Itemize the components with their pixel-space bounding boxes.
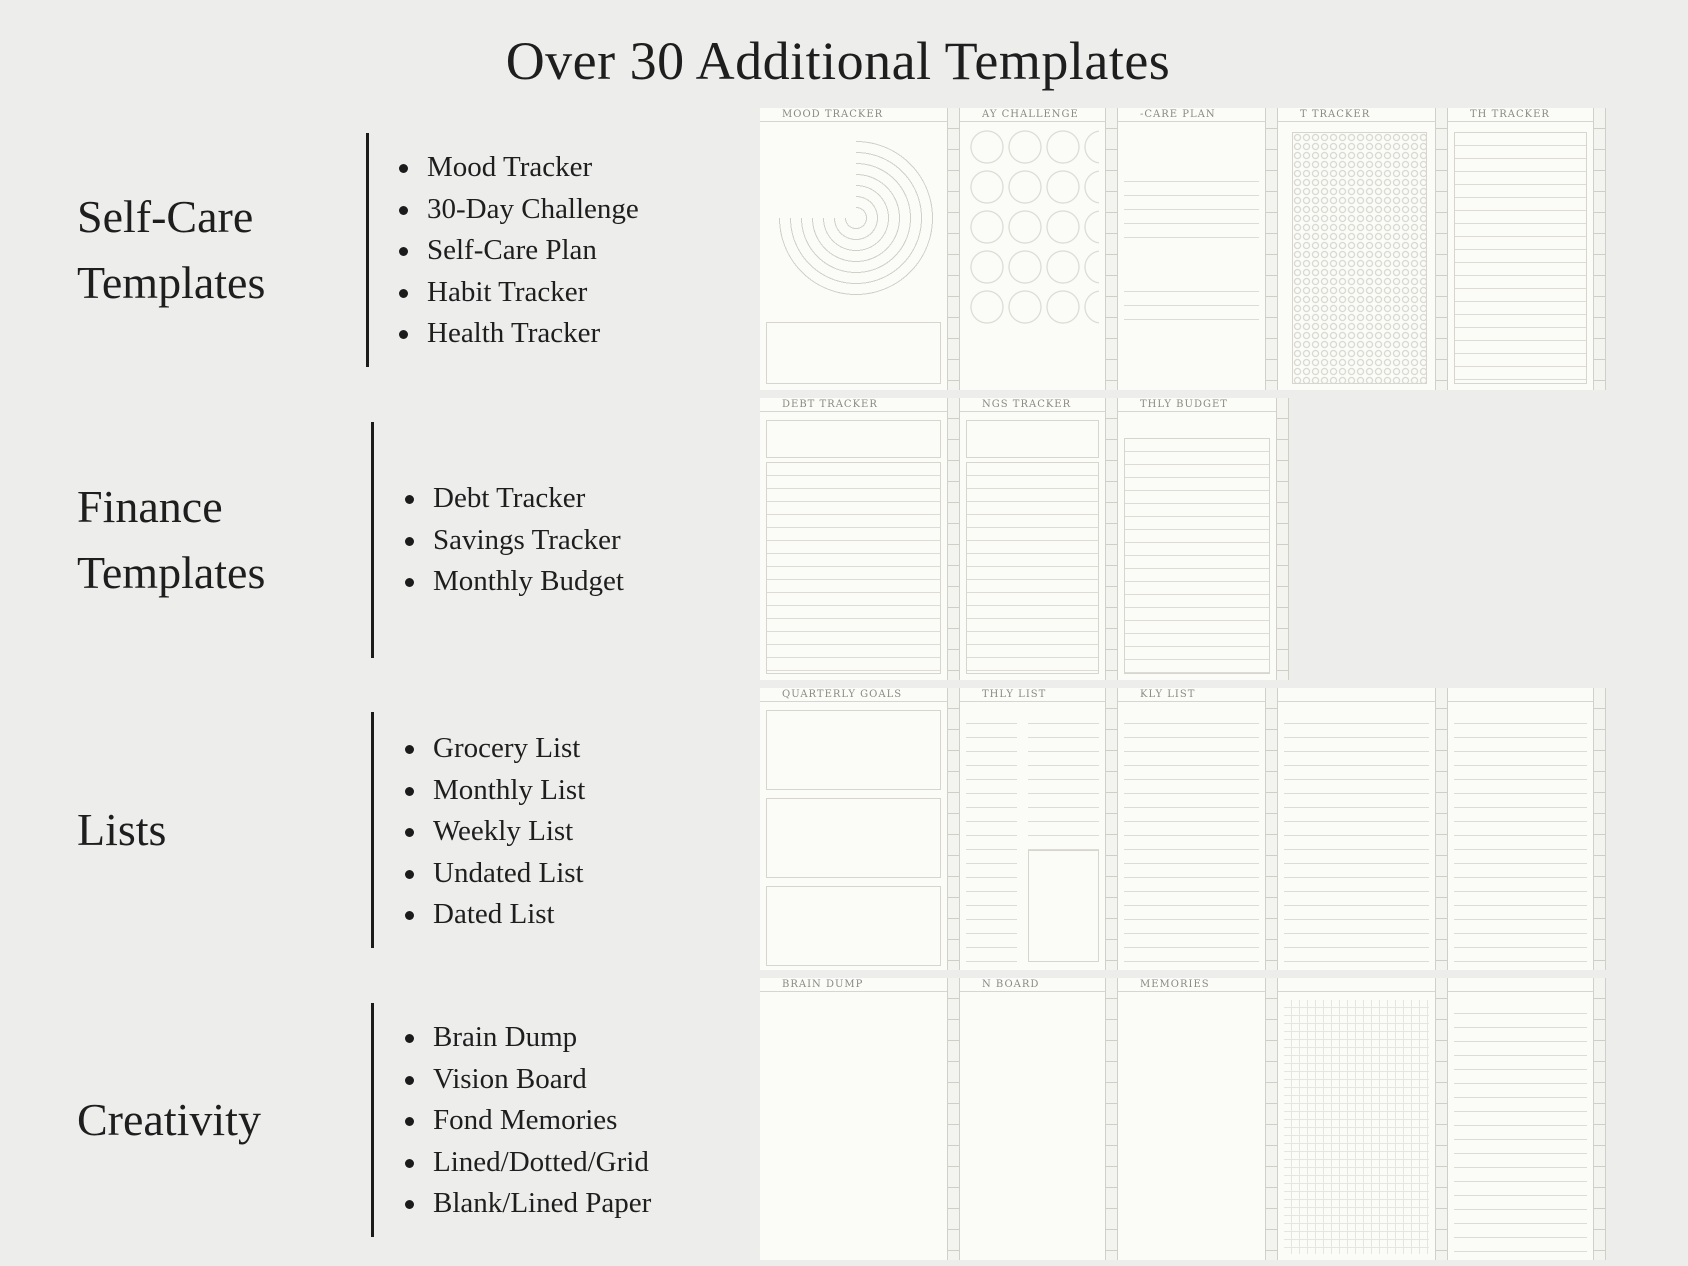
thumbnail-page [960, 978, 1118, 1260]
creativity-thumbnails [760, 978, 1606, 1260]
thumbnail-title: THLY LIST [960, 688, 1105, 702]
summary-box [766, 420, 941, 458]
tab-strip [1105, 688, 1117, 970]
list-item: Habit Tracker [399, 272, 639, 314]
thumbnail-title: -CARE PLAN [1118, 108, 1265, 122]
thumbnail-page [1278, 688, 1448, 970]
list-item: Lined/Dotted/Grid [405, 1142, 651, 1184]
tab-strip [1265, 108, 1277, 390]
thumbnail-page [960, 688, 1118, 970]
thumbnail-page [1448, 108, 1606, 390]
self-care-thumbnails [760, 108, 1606, 390]
thumbnail-page [960, 398, 1118, 680]
tab-strip [1276, 398, 1288, 680]
thumbnail-title: T TRACKER [1278, 108, 1435, 122]
list-item: Health Tracker [399, 313, 639, 355]
tab-strip [1265, 688, 1277, 970]
list-item: Monthly List [405, 770, 585, 812]
thumbnail-page [1118, 108, 1278, 390]
thumbnail-title: NGS TRACKER [960, 398, 1105, 412]
thumbnail-title [1278, 688, 1435, 702]
section-divider [366, 133, 369, 367]
list-item: Vision Board [405, 1059, 651, 1101]
list-item: 30-Day Challenge [399, 189, 639, 231]
list-lines [1284, 710, 1429, 964]
grid-paper [1284, 1000, 1429, 1254]
tab-strip [1105, 108, 1117, 390]
tab-strip [947, 108, 959, 390]
plan-lines [1124, 168, 1259, 250]
thumbnail-page [760, 688, 960, 970]
list-lines [1028, 710, 1099, 850]
thumbnail-page [760, 398, 960, 680]
thumbnail-title [1448, 688, 1593, 702]
thumbnail-title: AY CHALLENGE [960, 108, 1105, 122]
finance-list [405, 478, 624, 603]
page-title: Over 30 Additional Templates [505, 31, 1171, 91]
thumbnail-page [960, 108, 1118, 390]
list-item: Savings Tracker [405, 520, 624, 562]
list-item: Brain Dump [405, 1017, 651, 1059]
list-item: Blank/Lined Paper [405, 1183, 651, 1225]
tab-strip [1593, 688, 1605, 970]
creativity-list [405, 1017, 651, 1225]
tab-strip [1435, 688, 1447, 970]
thumbnail-page [1118, 978, 1278, 1260]
section-divider [371, 1003, 374, 1237]
thumbnail-title: N BOARD [960, 978, 1105, 992]
list-item: Self-Care Plan [399, 230, 639, 272]
goal-box [766, 710, 941, 790]
thumbnail-page [1448, 688, 1606, 970]
list-item: Fond Memories [405, 1100, 651, 1142]
tab-strip [947, 978, 959, 1260]
lined-paper [1454, 1000, 1587, 1254]
lists-list [405, 728, 585, 936]
list-item: Dated List [405, 894, 585, 936]
thumbnail-title: KLY LIST [1118, 688, 1265, 702]
thumbnail-title: BRAIN DUMP [760, 978, 947, 992]
health-table [1454, 132, 1587, 384]
thumbnail-title: MOOD TRACKER [760, 108, 947, 122]
thumbnail-page [1278, 108, 1448, 390]
thumbnail-title: DEBT TRACKER [760, 398, 947, 412]
finance-thumbnails [760, 398, 1289, 680]
tab-strip [1593, 108, 1605, 390]
list-item: Debt Tracker [405, 478, 624, 520]
tab-strip [1435, 108, 1447, 390]
list-lines [1454, 710, 1587, 964]
thumbnail-page [1448, 978, 1606, 1260]
list-item: Undated List [405, 853, 585, 895]
notes-box [766, 322, 941, 384]
tab-strip [1265, 978, 1277, 1260]
goal-box [766, 798, 941, 878]
self-care-list [399, 147, 639, 355]
thumbnail-title [1448, 978, 1593, 992]
budget-table [1124, 438, 1270, 674]
thumbnail-title: TH TRACKER [1448, 108, 1593, 122]
list-lines [966, 710, 1017, 964]
thumbnail-page [1118, 398, 1289, 680]
habit-grid [1292, 132, 1427, 384]
thumbnail-title: QUARTERLY GOALS [760, 688, 947, 702]
section-divider [371, 422, 374, 658]
list-item: Monthly Budget [405, 561, 624, 603]
list-item: Mood Tracker [399, 147, 639, 189]
thumbnail-page [760, 108, 960, 390]
debt-table [766, 462, 941, 674]
plan-lines [1124, 278, 1259, 330]
thumbnail-page [1278, 978, 1448, 1260]
mood-wheel-graphic [776, 138, 936, 298]
thumbnail-title [1278, 978, 1435, 992]
tab-strip [947, 398, 959, 680]
tab-strip [1593, 978, 1605, 1260]
list-item: Weekly List [405, 811, 585, 853]
list-item: Grocery List [405, 728, 585, 770]
thumbnail-title: THLY BUDGET [1118, 398, 1276, 412]
savings-table [966, 462, 1099, 674]
section-heading-finance: Finance Templates [77, 481, 266, 598]
challenge-circles [970, 130, 1099, 330]
notes-box [1028, 850, 1099, 962]
tab-strip [1105, 398, 1117, 680]
tab-strip [1435, 978, 1447, 1260]
section-heading-self-care: Self-Care Templates [77, 191, 266, 308]
tab-strip [1105, 978, 1117, 1260]
section-divider [371, 712, 374, 948]
goal-box [766, 886, 941, 966]
thumbnail-title: MEMORIES [1118, 978, 1265, 992]
summary-box [966, 420, 1099, 458]
list-lines [1124, 710, 1259, 964]
section-heading-creativity: Creativity [77, 1094, 261, 1145]
thumbnail-page [1118, 688, 1278, 970]
tab-strip [947, 688, 959, 970]
lists-thumbnails [760, 688, 1606, 970]
section-heading-lists: Lists [77, 804, 167, 855]
thumbnail-page [760, 978, 960, 1260]
